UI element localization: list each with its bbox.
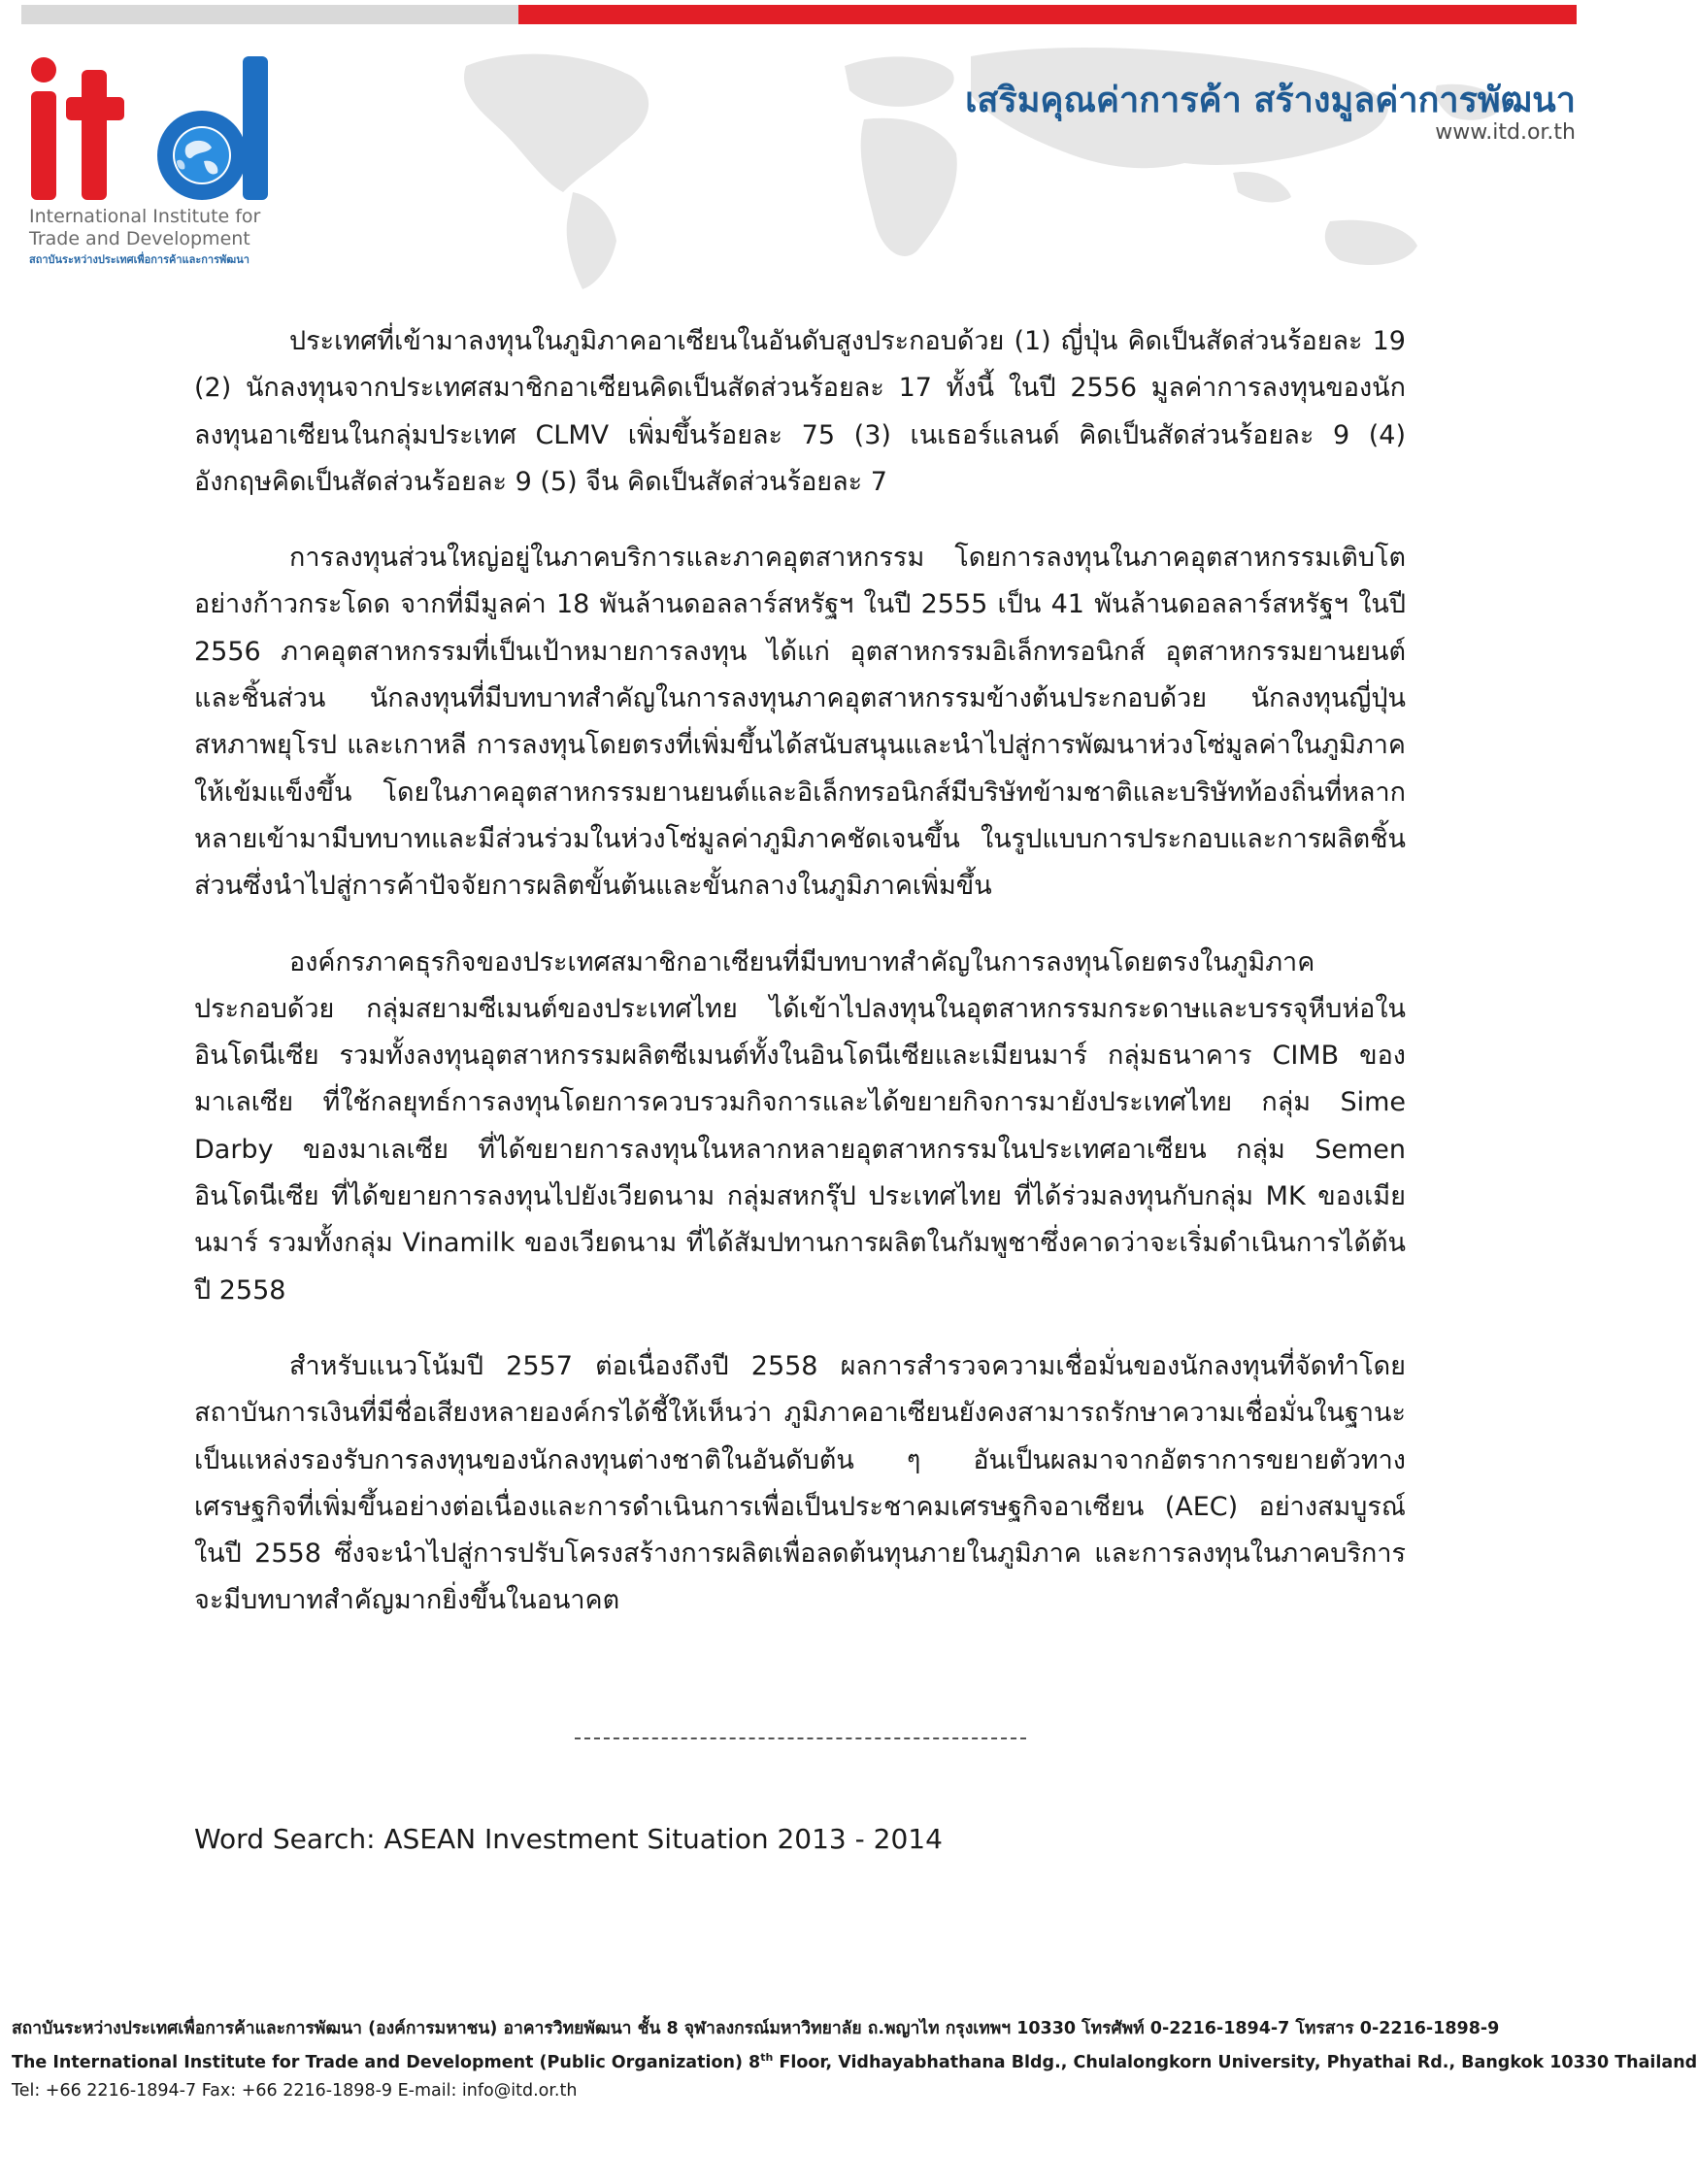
header-website-link[interactable]: www.itd.or.th (1435, 120, 1576, 145)
header-color-bar (21, 5, 1577, 24)
header-bar-gray (21, 5, 518, 24)
word-search-line: Word Search: ASEAN Investment Situation 2013 - 2014 (194, 1823, 943, 1855)
paragraph-3: องค์กรภาคธุรกิจของประเทศสมาชิกอาเซียนที่มีบทบาทสำคัญในการลงทุนโดยตรงในภูมิภาคประกอบด้วย กลุ่มสยามซีเมนต์ของประเทศไทย ได้เข้าไปลงทุนในอุตสาหกรรมกระดาษและบรรจุหีบห่อในอินโดนีเซีย รวมทั้งลงทุนอุตสาหกรรมผลิตซีเมนต์ทั้งในอินโดนีเซียและเมียนมาร์ กลุ่มธนาคาร CIMB ของมาเลเซีย ที่ใช้กลยุทธ์การลงทุนโดยการควบรวมกิจการและได้ขยายกิจการมายังประเทศไทย กลุ่ม Sime Darby ของมาเลเซีย ที่ได้ขยายการลงทุนในหลากหลายอุตสาหกรรมในประเทศอาเซียน กลุ่ม Semen อินโดนีเซีย ที่ได้ขยายการลงทุนไปยังเวียดนาม กลุ่มสหกรุ๊ป ประเทศไทย ที่ได้ร่วมลงทุนกับกลุ่ม MK ของเมียนมาร์ รวมทั้งกลุ่ม Vinamilk ของเวียดนาม ที่ได้สัมปทานการผลิตในกัมพูชาซึ่งคาดว่าจะเริ่มดำเนินการได้ต้นปี 2558 (194, 946, 1406, 1306)
paragraph-2: การลงทุนส่วนใหญ่อยู่ในภาคบริการและภาคอุตสาหกรรม โดยการลงทุนในภาคอุตสาหกรรมเติบโตอย่างก้าวกระโดด จากที่มีมูลค่า 18 พันล้านดอลลาร์สหรัฐฯ ในปี 2555 เป็น 41 พันล้านดอลลาร์สหรัฐฯ ในปี 2556 ภาคอุตสาหกรรมที่เป็นเป้าหมายการลงทุน ได้แก่ อุตสาหกรรมอิเล็กทรอนิกส์ อุตสาหกรรมยานยนต์และชิ้นส่วน นักลงทุนที่มีบทบาทสำคัญในการลงทุนภาคอุตสาหกรรมข้างต้นประกอบด้วย นักลงทุนญี่ปุ่น สหภาพยุโรป และเกาหลี การลงทุนโดยตรงที่เพิ่มขึ้นได้สนับสนุนและนำไปสู่การพัฒนาห่วงโซ่มูลค่าในภูมิภาคให้เข้มแข็งขึ้น โดยในภาคอุตสาหกรรมยานยนต์และอิเล็กทรอนิกส์มีบริษัทข้ามชาติและบริษัทท้องถิ่นที่หลากหลายเข้ามามีบทบาทและมีส่วนร่วมในห่วงโซ่มูลค่าภูมิภาคชัดเจนขึ้น ในรูปแบบการประกอบและการผลิตชิ้นส่วนซึ่งนำไปสู่การค้าปัจจัยการผลิตขั้นต้นและขั้นกลางในภูมิภาคเพิ่มขึ้น (194, 543, 1406, 902)
footer-floor-suffix: th (760, 2051, 774, 2064)
logo-line-1: International Institute for (29, 206, 261, 227)
footer-address-english-pre: The International Institute for Trade and Development (Public Organization) 8 (12, 2052, 761, 2072)
footer-contact: Tel: +66 2216-1894-7 Fax: +66 2216-1898-9 E-mail: info@itd.or.th (12, 2080, 578, 2101)
paragraph-4: สำหรับแนวโน้มปี 2557 ต่อเนื่องถึงปี 2558 ผลการสำรวจความเชื่อมั่นของนักลงทุนที่จัดทำโดยสถาบันการเงินที่มีชื่อเสียงหลายองค์กรได้ชี้ให้เห็นว่า ภูมิภาคอาเซียนยังคงสามารถรักษาความเชื่อมั่นในฐานะเป็นแหล่งรองรับการลงทุนของนักลงทุนต่างชาติในอันดับต้น ๆ อันเป็นผลมาจากอัตราการขยายตัวทางเศรษฐกิจที่เพิ่มขึ้นอย่างต่อเนื่องและการดำเนินการเพื่อเป็นประชาคมเศรษฐกิจอาเซียน (AEC) อย่างสมบูรณ์ในปี 2558 ซึ่งจะนำไปสู่การปรับโครงสร้างการผลิตเพื่อลดต้นทุนภายในภูมิภาค และการลงทุนในภาคบริการจะมีบทบาทสำคัญมากยิ่งขึ้นในอนาคต (194, 1350, 1406, 1616)
itd-logo (27, 56, 289, 202)
logo-line-2: Trade and Development (29, 228, 250, 249)
header-slogan: เสริมคุณค่าการค้า สร้างมูลค่าการพัฒนา (965, 81, 1576, 120)
world-map-graphic (427, 27, 1582, 289)
logo-line-3: สถาบันระหว่างประเทศเพื่อการค้าและการพัฒนา (29, 253, 250, 266)
header-bar-red (518, 5, 1577, 24)
footer-address-english (12, 2043, 1697, 2077)
document-body (194, 318, 1406, 1654)
paragraph-1: ประเทศที่เข้ามาลงทุนในภูมิภาคอาเซียนในอันดับสูงประกอบด้วย (1) ญี่ปุ่น คิดเป็นสัดส่วนร้อยละ 19 (2) นักลงทุนจากประเทศสมาชิกอาเซียนคิดเป็นสัดส่วนร้อยละ 17 ทั้งนี้ ในปี 2556 มูลค่าการลงทุนของนักลงทุนอาเซียนในกลุ่มประเทศ CLMV เพิ่มขึ้นร้อยละ 75 (3) เนเธอร์แลนด์ คิดเป็นสัดส่วนร้อยละ 9 (4) อังกฤษคิดเป็นสัดส่วนร้อยละ 9 (5) จีน คิดเป็นสัดส่วนร้อยละ 7 (194, 326, 1406, 497)
section-divider (575, 1737, 1026, 1739)
footer-address-thai: สถาบันระหว่างประเทศเพื่อการค้าและการพัฒนา (องค์การมหาชน) อาคารวิทยพัฒนา ชั้น 8 จุฬาลงกรณ์มหาวิทยาลัย ถ.พญาไท กรุงเทพฯ 10330 โทรศัพท์ 0-2216-1894-7 โทรสาร 0-2216-1898-9 (12, 2019, 1500, 2038)
footer (12, 2015, 1697, 2105)
footer-address-english-post: Floor, Vidhayabhathana Bldg., Chulalongkorn University, Phyathai Rd., Bangkok 10330 Thailand (773, 2052, 1697, 2072)
